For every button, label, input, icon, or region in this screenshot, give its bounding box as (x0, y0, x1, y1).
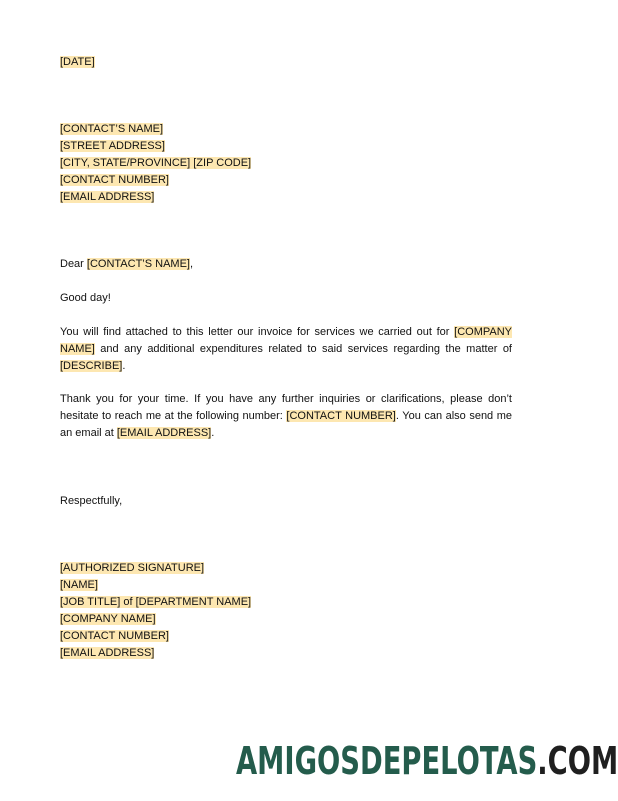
paragraph-invoice-text: You will find attached to this letter our invoice for services we carried out for (60, 326, 455, 338)
recipient-street-line (60, 138, 512, 155)
watermark-tld: .COM (537, 739, 618, 783)
spacer (60, 442, 512, 493)
letter-body (60, 54, 512, 662)
watermark-name: AMIGOSDEPELOTAS (236, 739, 538, 783)
recipient-email-line (60, 189, 512, 206)
recipient-email: [EMAIL ADDRESS] (60, 191, 155, 203)
salutation (60, 256, 512, 273)
paragraph-invoice-text: . (122, 360, 126, 372)
spacer (60, 71, 512, 121)
job-title-line (60, 594, 512, 611)
recipient-phone: [CONTACT NUMBER] (60, 174, 169, 186)
spacer (60, 375, 512, 391)
email-address-placeholder: [EMAIL ADDRESS] (116, 427, 212, 439)
spacer (60, 510, 512, 560)
signer-phone: [CONTACT NUMBER] (60, 630, 169, 642)
signature-block (60, 560, 512, 662)
salutation-suffix: , (189, 258, 194, 270)
spacer (60, 273, 512, 290)
recipient-city-line (60, 155, 512, 172)
watermark-logo (236, 737, 618, 785)
paragraph-thanks (60, 391, 512, 442)
recipient-block (60, 121, 512, 206)
paragraph-invoice-text: and any additional expenditures related to said services regarding the matter of (94, 343, 512, 355)
signer-email: [EMAIL ADDRESS] (60, 647, 155, 659)
recipient-name: [CONTACT’S NAME] (60, 123, 164, 135)
signature-line (60, 560, 512, 577)
spacer (60, 307, 512, 324)
signer-email-line (60, 645, 512, 662)
date-line (60, 54, 512, 71)
paragraph-thanks-text: Thank you for your time. If you have any further inquiries or clarifications, please don’t hesitate to reach me at the following number: (60, 393, 512, 422)
recipient-name-line (60, 121, 512, 138)
authorized-signature: [AUTHORIZED SIGNATURE] (60, 562, 205, 574)
recipient-street: [STREET ADDRESS] (60, 140, 165, 152)
salutation-name: [CONTACT’S NAME] (86, 258, 190, 270)
contact-number-placeholder: [CONTACT NUMBER] (286, 410, 396, 422)
paragraph-invoice (60, 324, 512, 375)
recipient-city: [CITY, STATE/PROVINCE] [ZIP CODE] (60, 157, 252, 169)
recipient-phone-line (60, 172, 512, 189)
signer-name-line (60, 577, 512, 594)
describe-placeholder: [DESCRIBE] (60, 360, 123, 372)
signer-name: [NAME] (60, 579, 98, 591)
job-title: [JOB TITLE] of [DEPARTMENT NAME] (60, 596, 252, 608)
greeting: Good day! (60, 292, 111, 304)
closing: Respectfully, (60, 495, 123, 507)
date-placeholder: [DATE] (60, 56, 95, 68)
paragraph-thanks-text: . You can also send me an email at (60, 410, 512, 439)
company-name-placeholder: [COMPANY NAME] (60, 326, 512, 355)
paragraph-thanks-text: . (211, 427, 215, 439)
signer-company-line (60, 611, 512, 628)
salutation-prefix: Dear (60, 258, 87, 270)
spacer (60, 206, 512, 256)
signer-company: [COMPANY NAME] (60, 613, 156, 625)
signer-phone-line (60, 628, 512, 645)
